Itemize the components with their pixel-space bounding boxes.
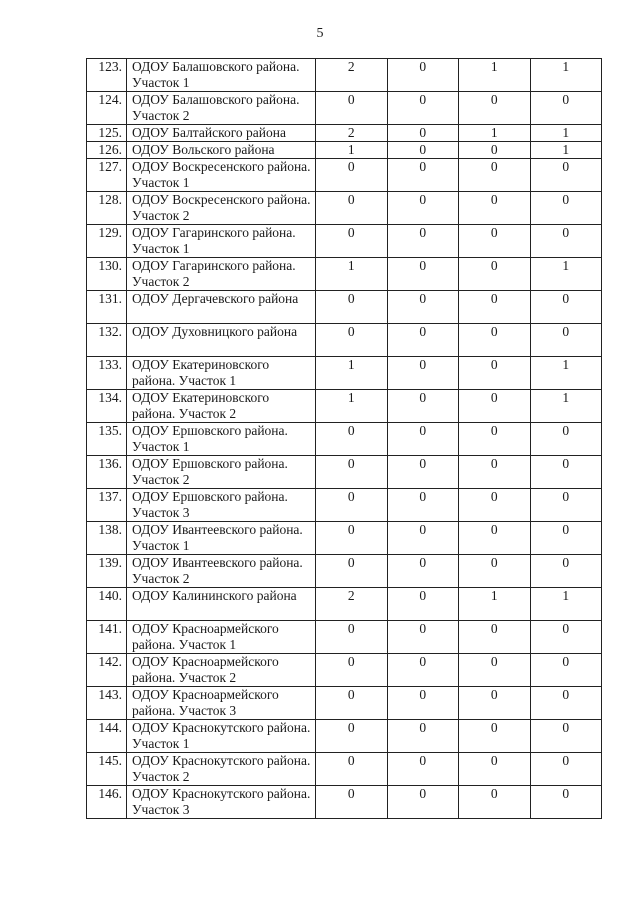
value-cell-4: 1 [530, 390, 602, 423]
row-number: 145. [87, 753, 127, 786]
value-cell-2: 0 [387, 142, 459, 159]
page-number: 5 [316, 26, 324, 41]
value-cell-1: 0 [316, 687, 388, 720]
table-row [87, 159, 602, 192]
value-cell-1: 2 [316, 59, 388, 92]
table-row [87, 92, 602, 125]
value-cell-4: 1 [530, 125, 602, 142]
value-cell-2: 0 [387, 687, 459, 720]
row-number: 124. [87, 92, 127, 125]
value-cell-3: 0 [459, 489, 531, 522]
district-name: ОДОУ Ершовского района. Участок 3 [127, 489, 316, 522]
table-row [87, 720, 602, 753]
value-cell-1: 2 [316, 125, 388, 142]
value-cell-4: 0 [530, 654, 602, 687]
value-cell-3: 0 [459, 225, 531, 258]
value-cell-1: 0 [316, 753, 388, 786]
value-cell-4: 0 [530, 423, 602, 456]
value-cell-1: 0 [316, 159, 388, 192]
row-number: 137. [87, 489, 127, 522]
row-number: 125. [87, 125, 127, 142]
row-number: 135. [87, 423, 127, 456]
table-row [87, 291, 602, 324]
value-cell-3: 0 [459, 654, 531, 687]
district-name: ОДОУ Ершовского района. Участок 2 [127, 456, 316, 489]
value-cell-1: 0 [316, 291, 388, 324]
value-cell-2: 0 [387, 258, 459, 291]
value-cell-1: 0 [316, 192, 388, 225]
row-number: 142. [87, 654, 127, 687]
table-row [87, 555, 602, 588]
value-cell-3: 0 [459, 192, 531, 225]
table-row [87, 621, 602, 654]
row-number: 139. [87, 555, 127, 588]
district-table [86, 58, 602, 819]
value-cell-3: 0 [459, 753, 531, 786]
value-cell-3: 0 [459, 142, 531, 159]
value-cell-3: 0 [459, 786, 531, 819]
district-name: ОДОУ Гагаринского района. Участок 1 [127, 225, 316, 258]
row-number: 126. [87, 142, 127, 159]
value-cell-2: 0 [387, 192, 459, 225]
value-cell-4: 1 [530, 59, 602, 92]
row-number: 129. [87, 225, 127, 258]
district-name: ОДОУ Ивантеевского района. Участок 2 [127, 555, 316, 588]
table-row [87, 125, 602, 142]
district-name: ОДОУ Калининского района [127, 588, 316, 621]
district-name: ОДОУ Воскресенского района. Участок 1 [127, 159, 316, 192]
district-name: ОДОУ Гагаринского района. Участок 2 [127, 258, 316, 291]
table-row [87, 753, 602, 786]
value-cell-1: 0 [316, 423, 388, 456]
value-cell-3: 0 [459, 720, 531, 753]
row-number: 128. [87, 192, 127, 225]
value-cell-4: 1 [530, 142, 602, 159]
value-cell-4: 1 [530, 258, 602, 291]
value-cell-1: 1 [316, 390, 388, 423]
value-cell-1: 0 [316, 555, 388, 588]
value-cell-1: 0 [316, 456, 388, 489]
value-cell-2: 0 [387, 720, 459, 753]
value-cell-1: 1 [316, 142, 388, 159]
value-cell-3: 0 [459, 390, 531, 423]
district-name: ОДОУ Красноармейского района. Участок 3 [127, 687, 316, 720]
value-cell-3: 0 [459, 687, 531, 720]
district-name: ОДОУ Краснокутского района. Участок 1 [127, 720, 316, 753]
district-name: ОДОУ Красноармейского района. Участок 1 [127, 621, 316, 654]
district-name: ОДОУ Вольского района [127, 142, 316, 159]
district-name: ОДОУ Краснокутского района. Участок 3 [127, 786, 316, 819]
value-cell-4: 0 [530, 489, 602, 522]
value-cell-2: 0 [387, 456, 459, 489]
value-cell-3: 0 [459, 159, 531, 192]
district-name: ОДОУ Воскресенского района. Участок 2 [127, 192, 316, 225]
value-cell-4: 0 [530, 621, 602, 654]
value-cell-3: 0 [459, 423, 531, 456]
row-number: 127. [87, 159, 127, 192]
table-row [87, 192, 602, 225]
value-cell-2: 0 [387, 357, 459, 390]
value-cell-2: 0 [387, 125, 459, 142]
table-row [87, 588, 602, 621]
row-number: 140. [87, 588, 127, 621]
value-cell-2: 0 [387, 92, 459, 125]
row-number: 141. [87, 621, 127, 654]
value-cell-1: 0 [316, 786, 388, 819]
table-row [87, 59, 602, 92]
value-cell-4: 0 [530, 192, 602, 225]
value-cell-2: 0 [387, 786, 459, 819]
row-number: 131. [87, 291, 127, 324]
table-row [87, 324, 602, 357]
value-cell-2: 0 [387, 555, 459, 588]
table-row [87, 522, 602, 555]
district-name: ОДОУ Екатериновского района. Участок 1 [127, 357, 316, 390]
row-number: 136. [87, 456, 127, 489]
value-cell-4: 0 [530, 687, 602, 720]
row-number: 134. [87, 390, 127, 423]
value-cell-1: 0 [316, 522, 388, 555]
value-cell-1: 0 [316, 621, 388, 654]
value-cell-1: 0 [316, 654, 388, 687]
value-cell-2: 0 [387, 753, 459, 786]
value-cell-3: 1 [459, 588, 531, 621]
value-cell-1: 0 [316, 720, 388, 753]
value-cell-3: 1 [459, 59, 531, 92]
row-number: 144. [87, 720, 127, 753]
district-name: ОДОУ Краснокутского района. Участок 2 [127, 753, 316, 786]
value-cell-4: 0 [530, 555, 602, 588]
value-cell-1: 0 [316, 489, 388, 522]
value-cell-3: 0 [459, 522, 531, 555]
table-row [87, 456, 602, 489]
value-cell-4: 0 [530, 291, 602, 324]
value-cell-4: 0 [530, 786, 602, 819]
value-cell-3: 0 [459, 456, 531, 489]
table-row [87, 489, 602, 522]
table-row [87, 142, 602, 159]
row-number: 143. [87, 687, 127, 720]
value-cell-3: 0 [459, 555, 531, 588]
table-row [87, 357, 602, 390]
value-cell-1: 0 [316, 225, 388, 258]
value-cell-4: 1 [530, 357, 602, 390]
value-cell-2: 0 [387, 489, 459, 522]
table-row [87, 654, 602, 687]
value-cell-2: 0 [387, 225, 459, 258]
value-cell-3: 0 [459, 324, 531, 357]
table-row [87, 258, 602, 291]
table-row [87, 225, 602, 258]
district-name: ОДОУ Дергачевского района [127, 291, 316, 324]
value-cell-4: 0 [530, 753, 602, 786]
table-row [87, 687, 602, 720]
value-cell-4: 0 [530, 92, 602, 125]
value-cell-3: 0 [459, 621, 531, 654]
value-cell-2: 0 [387, 159, 459, 192]
district-name: ОДОУ Балашовского района. Участок 2 [127, 92, 316, 125]
district-table-body [87, 59, 602, 819]
value-cell-2: 0 [387, 522, 459, 555]
value-cell-4: 1 [530, 588, 602, 621]
value-cell-2: 0 [387, 423, 459, 456]
district-name: ОДОУ Балашовского района. Участок 1 [127, 59, 316, 92]
value-cell-4: 0 [530, 522, 602, 555]
row-number: 132. [87, 324, 127, 357]
value-cell-2: 0 [387, 621, 459, 654]
value-cell-2: 0 [387, 654, 459, 687]
value-cell-3: 1 [459, 125, 531, 142]
value-cell-1: 0 [316, 92, 388, 125]
value-cell-3: 0 [459, 92, 531, 125]
row-number: 138. [87, 522, 127, 555]
value-cell-2: 0 [387, 390, 459, 423]
value-cell-2: 0 [387, 291, 459, 324]
value-cell-4: 0 [530, 324, 602, 357]
value-cell-2: 0 [387, 59, 459, 92]
value-cell-4: 0 [530, 159, 602, 192]
row-number: 146. [87, 786, 127, 819]
district-name: ОДОУ Духовницкого района [127, 324, 316, 357]
value-cell-2: 0 [387, 588, 459, 621]
value-cell-4: 0 [530, 720, 602, 753]
value-cell-3: 0 [459, 291, 531, 324]
district-name: ОДОУ Ивантеевского района. Участок 1 [127, 522, 316, 555]
value-cell-2: 0 [387, 324, 459, 357]
row-number: 130. [87, 258, 127, 291]
table-row [87, 390, 602, 423]
district-name: ОДОУ Екатериновского района. Участок 2 [127, 390, 316, 423]
row-number: 133. [87, 357, 127, 390]
value-cell-4: 0 [530, 456, 602, 489]
table-row [87, 423, 602, 456]
district-name: ОДОУ Ершовского района. Участок 1 [127, 423, 316, 456]
table-row [87, 786, 602, 819]
value-cell-4: 0 [530, 225, 602, 258]
value-cell-1: 1 [316, 357, 388, 390]
value-cell-3: 0 [459, 357, 531, 390]
district-name: ОДОУ Красноармейского района. Участок 2 [127, 654, 316, 687]
row-number: 123. [87, 59, 127, 92]
value-cell-1: 0 [316, 324, 388, 357]
district-name: ОДОУ Балтайского района [127, 125, 316, 142]
value-cell-3: 0 [459, 258, 531, 291]
value-cell-1: 1 [316, 258, 388, 291]
value-cell-1: 2 [316, 588, 388, 621]
